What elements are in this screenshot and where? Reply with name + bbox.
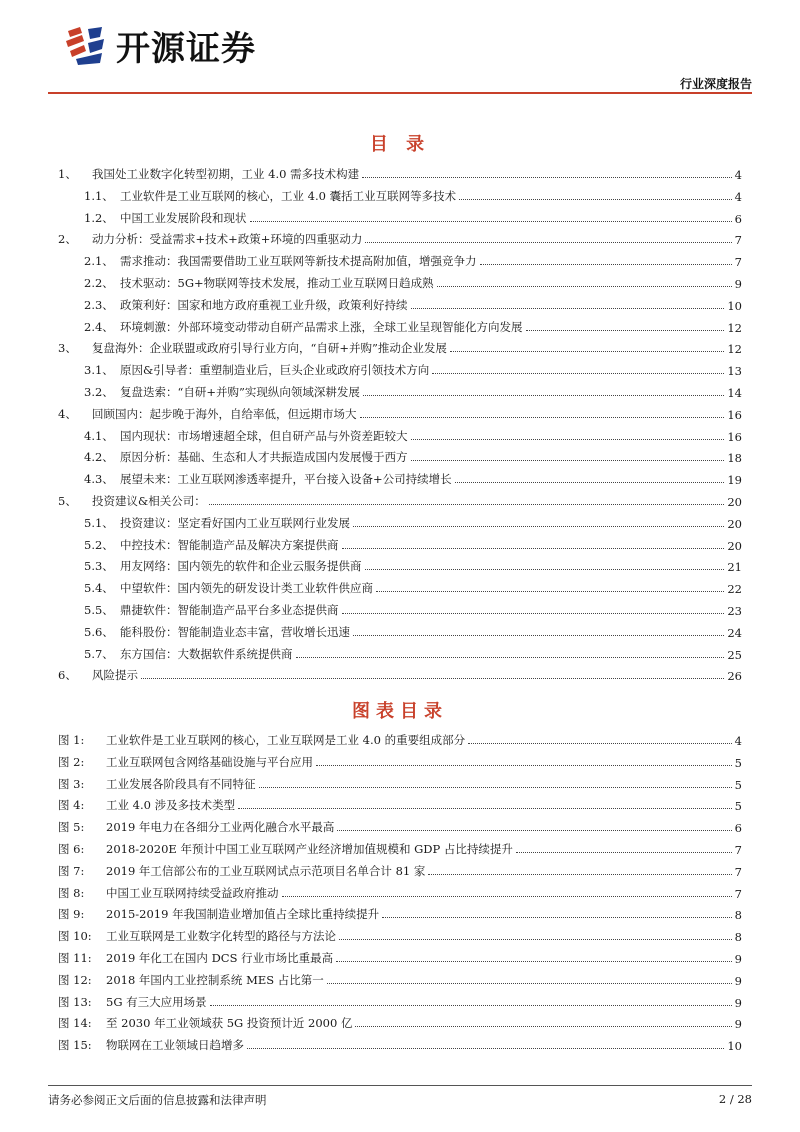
report-type-label: 行业深度报告	[679, 77, 752, 91]
entry-title: 复盘海外：企业联盟或政府引导行业方向，“自研+并购”推动企业发展	[92, 341, 447, 356]
entry-page: 16	[727, 407, 742, 422]
entry-page: 25	[727, 647, 742, 662]
leader-dots	[141, 678, 724, 679]
leader-dots	[455, 482, 725, 483]
entry-title: 能科股份：智能制造业态丰富，营收增长迅速	[120, 624, 350, 639]
entry-title: 原因&引导者：重塑制造业后，巨头企业或政府引领技术方向	[120, 363, 430, 378]
entry-page: 5	[734, 777, 742, 792]
entry-title: 需求推动：我国需要借助工业互联网等新技术提高附加值，增强竞争力	[120, 254, 477, 269]
entry-number: 5.1、	[84, 515, 114, 530]
entry-title: 动力分析：受益需求+技术+政策+环境的四重驱动力	[92, 232, 363, 247]
toc-entry[interactable]	[58, 663, 742, 683]
toc-entry[interactable]	[58, 620, 742, 640]
entry-title: 技术驱动：5G+物联网等技术发展，推动工业互联网日趋成熟	[120, 276, 434, 290]
leader-dots	[459, 199, 732, 200]
entry-title: 中国工业发展阶段和现状	[120, 210, 247, 225]
entry-number: 图 8:	[58, 885, 85, 900]
entry-page: 22	[727, 582, 742, 597]
entry-number: 3、	[58, 341, 77, 356]
logo-text: 开源证券	[116, 28, 256, 69]
entry-number: 图 1:	[58, 733, 85, 747]
entry-number: 图 9:	[58, 907, 85, 922]
entry-page: 5	[734, 799, 742, 814]
leader-dots	[411, 460, 725, 461]
leader-dots	[336, 961, 732, 962]
leader-dots	[355, 1026, 731, 1027]
entry-title: 我国处工业数字化转型初期，工业 4.0 需多技术构建	[92, 167, 360, 181]
entry-page: 24	[727, 625, 742, 640]
leader-dots	[353, 526, 724, 527]
entry-title: 工业软件是工业互联网的核心，工业互联网是工业 4.0 的重要组成部分	[106, 733, 466, 747]
entry-page: 20	[727, 516, 742, 531]
entry-title: 中望软件：国内领先的研发设计类工业软件供应商	[120, 581, 373, 596]
entry-page: 26	[727, 669, 742, 684]
entry-number: 4.1、	[84, 428, 114, 443]
entry-title: 鼎捷软件：智能制造产品平台多业态提供商	[120, 603, 339, 617]
toc-entry[interactable]	[58, 162, 742, 182]
toc-entry[interactable]	[58, 533, 742, 553]
entry-page: 18	[727, 451, 742, 466]
leader-dots	[210, 1005, 732, 1006]
leader-dots	[376, 591, 724, 592]
entry-number: 1.1、	[84, 188, 114, 203]
entry-title: 投资建议：坚定看好国内工业互联网行业发展	[120, 515, 350, 530]
leader-dots	[480, 264, 732, 265]
entry-page: 21	[727, 560, 742, 575]
toc-entry[interactable]	[58, 315, 742, 335]
toc-entry[interactable]	[58, 445, 742, 465]
entry-number: 5.2、	[84, 537, 114, 552]
leader-dots	[353, 635, 724, 636]
entry-title: 工业 4.0 涉及多技术类型	[106, 798, 236, 813]
leader-dots	[468, 743, 732, 744]
entry-page: 14	[727, 386, 742, 400]
figure-entry[interactable]	[58, 728, 742, 748]
entry-title: 工业互联网是工业数字化转型的路径与方法论	[106, 929, 336, 944]
entry-page: 10	[727, 298, 742, 313]
entry-page: 9	[734, 277, 742, 291]
leader-dots	[250, 221, 732, 222]
entry-number: 图 10:	[58, 929, 92, 944]
entry-page: 13	[727, 364, 742, 379]
leader-dots	[247, 1048, 724, 1049]
entry-number: 1.2、	[84, 210, 114, 225]
figure-entry[interactable]	[58, 772, 742, 792]
leader-dots	[382, 917, 732, 918]
entry-number: 4.3、	[84, 472, 114, 487]
company-logo	[62, 22, 256, 68]
entry-page: 12	[727, 320, 742, 335]
leader-dots	[327, 983, 732, 984]
entry-page: 7	[734, 864, 742, 879]
entry-number: 1、	[58, 167, 77, 181]
entry-title: 用友网络：国内领先的软件和企业云服务提供商	[120, 559, 362, 574]
page-header	[0, 0, 800, 92]
entry-title: 东方国信：大数据软件系统提供商	[120, 646, 293, 661]
leader-dots	[450, 351, 724, 352]
entry-title: 2019 年化工在国内 DCS 行业市场比重最高	[106, 951, 334, 965]
figure-entry[interactable]	[58, 946, 742, 966]
entry-title: 风险提示	[92, 668, 138, 683]
entry-page: 9	[734, 973, 742, 988]
figure-entry[interactable]	[58, 750, 742, 770]
entry-number: 图 15:	[58, 1038, 92, 1053]
entry-number: 图 7:	[58, 863, 85, 878]
entry-number: 5.3、	[84, 559, 114, 574]
entry-page: 9	[734, 1017, 742, 1032]
entry-number: 5、	[58, 494, 77, 508]
figure-entry[interactable]	[58, 1011, 742, 1031]
leader-dots	[428, 874, 731, 875]
entry-number: 5.6、	[84, 624, 114, 639]
leader-dots	[362, 177, 732, 178]
entry-page: 9	[734, 952, 742, 966]
entry-page: 8	[734, 930, 742, 945]
entry-number: 图 13:	[58, 994, 92, 1009]
toc-entry[interactable]	[58, 642, 742, 662]
entry-page: 23	[727, 604, 742, 618]
entry-number: 图 11:	[58, 951, 92, 965]
leader-dots	[296, 657, 725, 658]
toc-entry[interactable]	[58, 554, 742, 574]
entry-number: 2.4、	[84, 319, 114, 334]
entry-number: 图 2:	[58, 754, 85, 769]
figure-entry[interactable]	[58, 793, 742, 813]
entry-page: 7	[734, 233, 742, 248]
entry-title: 复盘迭索：“自研+并购”实现纵向领域深耕发展	[120, 385, 360, 399]
header-divider	[48, 92, 752, 94]
entry-title: 展望未来：工业互联网渗透率提升，平台接入设备+公司持续增长	[120, 472, 452, 487]
toc-entry[interactable]	[58, 424, 742, 444]
leader-dots	[365, 569, 725, 570]
figures-title: 图表目录	[352, 701, 448, 722]
leader-dots	[365, 242, 731, 243]
figure-entry[interactable]	[58, 1033, 742, 1053]
leader-dots	[259, 787, 732, 788]
leader-dots	[360, 417, 725, 418]
entry-page: 4	[734, 189, 742, 204]
toc-entry[interactable]	[58, 206, 742, 226]
footer-divider	[48, 1085, 752, 1086]
figure-entry[interactable]	[58, 859, 742, 879]
figure-entry[interactable]	[58, 968, 742, 988]
entry-page: 9	[734, 995, 742, 1010]
entry-page: 19	[727, 473, 742, 488]
toc-entry[interactable]	[58, 380, 742, 400]
entry-page: 10	[727, 1039, 742, 1054]
entry-number: 2.2、	[84, 276, 114, 290]
leader-dots	[342, 613, 725, 614]
entry-title: 中控技术：智能制造产品及解决方案提供商	[120, 537, 339, 552]
entry-number: 3.1、	[84, 363, 114, 378]
toc-entry[interactable]	[58, 511, 742, 531]
logo-mark-icon	[62, 23, 108, 67]
toc-entry[interactable]	[58, 249, 742, 269]
entry-page: 16	[727, 429, 742, 444]
figure-entry[interactable]	[58, 815, 742, 835]
leader-dots	[339, 939, 732, 940]
toc-entry[interactable]	[58, 227, 742, 247]
leader-dots	[209, 504, 725, 505]
toc-entry[interactable]	[58, 598, 742, 618]
entry-page: 7	[734, 255, 742, 270]
entry-title: 5G 有三大应用场景	[106, 994, 207, 1009]
toc-title: 目 录	[369, 134, 431, 155]
entry-number: 5.5、	[84, 603, 114, 617]
leader-dots	[316, 765, 732, 766]
entry-number: 2.1、	[84, 254, 114, 269]
footer-disclaimer: 请务必参阅正文后面的信息披露和法律声明	[48, 1093, 267, 1107]
entry-page: 6	[734, 821, 742, 836]
figure-entry[interactable]	[58, 881, 742, 901]
entry-page: 6	[734, 211, 742, 226]
figure-entry[interactable]	[58, 902, 742, 922]
figure-entry[interactable]	[58, 990, 742, 1010]
entry-number: 图 5:	[58, 820, 85, 835]
leader-dots	[411, 439, 725, 440]
leader-dots	[337, 830, 731, 831]
entry-page: 4	[734, 168, 742, 182]
entry-title: 工业软件是工业互联网的核心，工业 4.0 囊括工业互联网等多技术	[120, 188, 457, 203]
entry-number: 3.2、	[84, 385, 114, 399]
entry-title: 物联网在工业领域日趋增多	[106, 1038, 244, 1053]
entry-number: 6、	[58, 668, 77, 683]
toc-entry[interactable]	[58, 467, 742, 487]
entry-title: 工业发展各阶段具有不同特征	[106, 776, 256, 791]
toc-entry[interactable]	[58, 576, 742, 596]
entry-title: 国内现状：市场增速超全球，但自研产品与外资差距较大	[120, 428, 408, 443]
page-number: 2 / 28	[718, 1092, 752, 1106]
entry-page: 5	[734, 755, 742, 770]
toc-entry[interactable]	[58, 184, 742, 204]
entry-page: 8	[734, 908, 742, 923]
entry-page: 7	[734, 886, 742, 901]
toc-entry[interactable]	[58, 293, 742, 313]
leader-dots	[516, 852, 732, 853]
entry-page: 7	[734, 843, 742, 857]
entry-number: 5.7、	[84, 646, 114, 661]
entry-title: 至 2030 年工业领域获 5G 投资预计近 2000 亿	[106, 1016, 353, 1031]
figure-entry[interactable]	[58, 837, 742, 857]
figure-entry[interactable]	[58, 924, 742, 944]
entry-page: 20	[727, 538, 742, 553]
entry-title: 投资建议&相关公司：	[92, 494, 206, 508]
toc-entry[interactable]	[58, 336, 742, 356]
entry-number: 2、	[58, 232, 77, 247]
entry-page: 12	[727, 342, 742, 357]
leader-dots	[342, 548, 725, 549]
entry-number: 5.4、	[84, 581, 114, 596]
entry-title: 中国工业互联网持续受益政府推动	[106, 885, 279, 900]
entry-number: 图 4:	[58, 798, 85, 813]
entry-page: 20	[727, 495, 742, 509]
toc-entry[interactable]	[58, 358, 742, 378]
entry-title: 2018-2020E 年预计中国工业互联网产业经济增加值规模和 GDP 占比持续提升	[106, 842, 513, 856]
toc-entry[interactable]	[58, 489, 742, 509]
entry-title: 2018 年国内工业控制系统 MES 占比第一	[106, 972, 324, 987]
entry-number: 图 14:	[58, 1016, 92, 1031]
entry-title: 回顾国内：起步晚于海外，自给率低，但远期市场大	[92, 406, 357, 421]
entry-title: 2015-2019 年我国制造业增加值占全球比重持续提升	[106, 907, 380, 922]
leader-dots	[526, 330, 725, 331]
entry-page: 4	[734, 734, 742, 748]
entry-title: 工业互联网包含网络基础设施与平台应用	[106, 754, 313, 769]
entry-number: 图 3:	[58, 776, 85, 791]
leader-dots	[282, 896, 732, 897]
entry-title: 2019 年工信部公布的工业互联网试点示范项目名单合计 81 家	[106, 863, 426, 878]
entry-title: 原因分析：基础、生态和人才共振造成国内发展慢于西方	[120, 450, 408, 465]
leader-dots	[363, 395, 724, 396]
entry-title: 环境刺激：外部环境变动带动自研产品需求上涨，全球工业呈现智能化方向发展	[120, 319, 523, 334]
leader-dots	[238, 808, 732, 809]
entry-title: 政策利好：国家和地方政府重视工业升级，政策利好持续	[120, 297, 408, 312]
entry-number: 图 6:	[58, 842, 85, 856]
leader-dots	[437, 286, 732, 287]
leader-dots	[411, 308, 725, 309]
entry-number: 2.3、	[84, 297, 114, 312]
entry-number: 4、	[58, 406, 77, 421]
entry-number: 图 12:	[58, 972, 92, 987]
entry-number: 4.2、	[84, 450, 114, 465]
toc-entry[interactable]	[58, 271, 742, 291]
entry-title: 2019 年电力在各细分工业两化融合水平最高	[106, 820, 335, 835]
leader-dots	[432, 373, 724, 374]
toc-entry[interactable]	[58, 402, 742, 422]
